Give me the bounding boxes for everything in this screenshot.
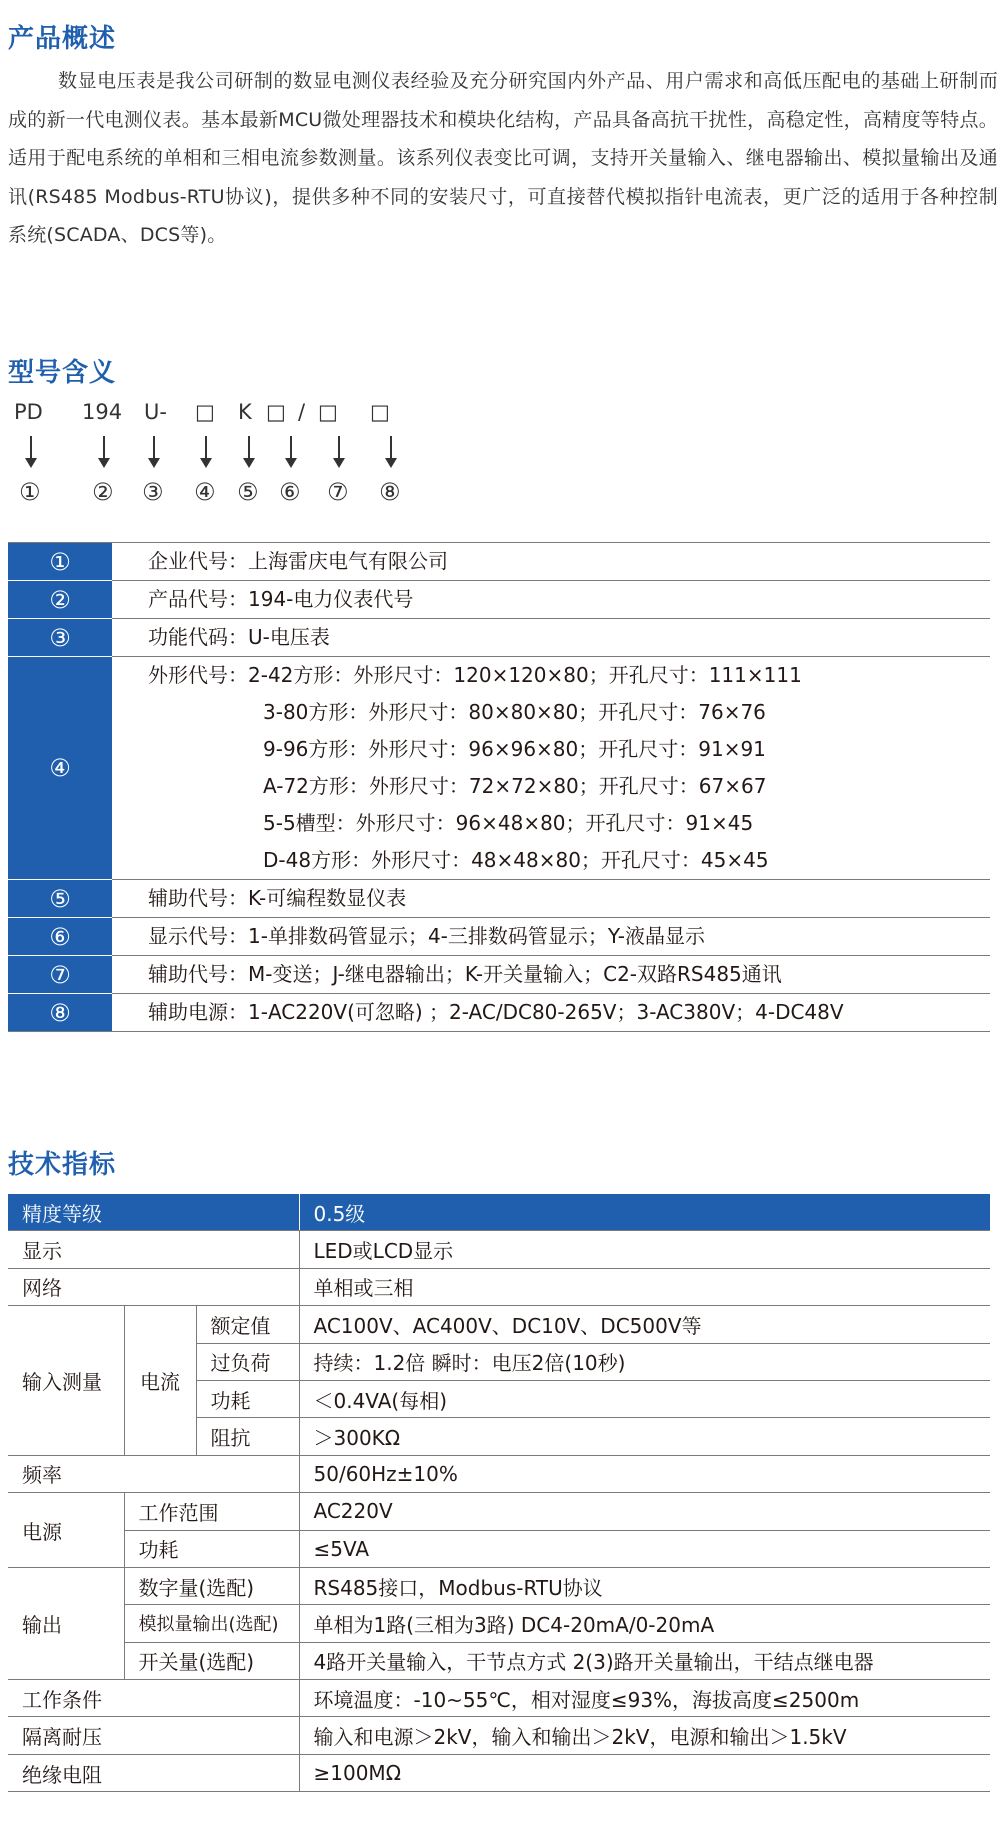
arrow-1 [30,436,32,466]
spec-table [8,1194,990,1792]
model-numbers [0,478,420,508]
spec-label: 隔离耐压 [8,1717,299,1754]
model-line: 企业代号：上海雷庆电气有限公司 [148,549,448,573]
spec-label: 输入测量 [8,1306,124,1456]
table-row [8,1642,990,1679]
code-part-u: U- [144,400,167,424]
model-title: 型号含义 [8,358,117,388]
model-num-4: ④ [8,657,112,880]
spec-item: 数字量(选配) [124,1567,299,1604]
code-num-6: ⑥ [279,478,301,506]
table-row [8,918,990,956]
arrow-8 [390,436,392,466]
model-desc-7 [112,956,990,994]
table-row [8,994,990,1032]
spec-value: AC100V、AC400V、DC10V、DC500V等 [299,1306,990,1343]
model-desc-3 [112,619,990,657]
model-num-2: ② [8,581,112,619]
model-line: 产品代号：194-电力仪表代号 [148,587,414,611]
specs-title: 技术指标 [8,1150,117,1180]
model-line: 功能代码：U-电压表 [148,625,330,649]
spec-value: LED或LCD显示 [299,1231,990,1268]
table-row [8,1455,990,1492]
spec-value: ＞300KΩ [299,1418,990,1455]
table-row [8,1493,990,1530]
arrow-6 [290,436,292,466]
spec-item: 功耗 [196,1380,299,1417]
table-row [8,956,990,994]
code-part-slash: / [298,400,306,424]
code-part-box-7: □ [318,400,338,424]
model-desc-6 [112,918,990,956]
spec-label: 精度等级 [8,1194,299,1231]
spec-label: 工作条件 [8,1680,299,1717]
spec-value: 4路开关量输入，干节点方式 2(3)路开关量输出，干结点继电器 [299,1642,990,1679]
arrow-2 [103,436,105,466]
code-num-7: ⑦ [327,478,349,506]
spec-label: 电源 [8,1493,124,1568]
model-desc-8 [112,994,990,1032]
code-part-k: K [238,400,252,424]
code-part-box-8: □ [370,400,390,424]
arrow-7 [338,436,340,466]
spec-item: 开关量(选配) [124,1642,299,1679]
table-row [8,619,990,657]
model-num-7: ⑦ [8,956,112,994]
code-part-194: 194 [82,400,123,424]
table-row [8,1605,990,1642]
table-row [8,880,990,918]
model-table [8,542,990,1032]
spec-label: 输出 [8,1567,124,1679]
arrow-3 [153,436,155,466]
model-desc-5 [112,880,990,918]
table-row [8,1194,990,1231]
spec-item: 过负荷 [196,1343,299,1380]
overview-text: 数显电压表是我公司研制的数显电测仪表经验及充分研究国内外产品、用户需求和高低压配电的基础上研制而成的新一代电测仪表。基本最新MCU微处理器技术和模块化结构，产品具备高抗干扰性，高稳定性，高精度等特点。适用于配电系统的单相和三相电流参数测量。该系列仪表变比可调，支持开关量输入、继电器输出、模拟量输出及通讯(RS485 Modbus-RTU协议)，提供多种不同的安装尺寸，可直接替代模拟指针电流表，更广泛的适用于各种控制系统(SCADA、DCS等)。 [8,70,998,246]
spec-label: 显示 [8,1231,299,1268]
spec-value: AC220V [299,1493,990,1530]
code-part-box-4: □ [195,400,215,424]
model-line: 9-96方形：外形尺寸：96×96×80；开孔尺寸：91×91 [263,737,766,761]
spec-item: 工作范围 [124,1493,299,1530]
table-row [8,1567,990,1604]
spec-label: 绝缘电阻 [8,1754,299,1791]
spec-sublabel: 电流 [124,1306,196,1456]
model-desc-2 [112,581,990,619]
table-row [8,657,990,880]
overview-title: 产品概述 [8,24,117,54]
model-line: 辅助代号：M-变送；J-继电器输出；K-开关量输入；C2-双路RS485通讯 [148,962,782,986]
code-part-box-6: □ [266,400,286,424]
spec-item: 功耗 [124,1530,299,1567]
table-row [8,1231,990,1268]
spec-value: RS485接口，Modbus-RTU协议 [299,1567,990,1604]
model-line: 辅助电源：1-AC220V(可忽略) ；2-AC/DC80-265V；3-AC380V；4-DC48V [148,1000,844,1024]
model-line: A-72方形：外形尺寸：72×72×80；开孔尺寸：67×67 [263,774,767,798]
spec-value: ≥100MΩ [299,1754,990,1791]
model-line: 外形代号：2-42方形：外形尺寸：120×120×80；开孔尺寸：111×111 [148,663,802,687]
model-code [0,400,420,430]
model-line: 辅助代号：K-可编程数显仪表 [148,886,407,910]
table-row [8,1717,990,1754]
spec-item: 阻抗 [196,1418,299,1455]
model-desc-1 [112,543,990,581]
spec-value: 50/60Hz±10% [299,1455,990,1492]
model-num-6: ⑥ [8,918,112,956]
table-row [8,1268,990,1305]
model-line: 3-80方形：外形尺寸：80×80×80；开孔尺寸：76×76 [263,700,766,724]
spec-value: 0.5级 [299,1194,990,1231]
model-line: D-48方形：外形尺寸：48×48×80；开孔尺寸：45×45 [263,848,769,872]
table-row [8,1306,990,1343]
code-part-pd: PD [14,400,43,424]
code-num-3: ③ [142,478,164,506]
code-num-4: ④ [194,478,216,506]
code-num-1: ① [19,478,41,506]
spec-label: 频率 [8,1455,299,1492]
model-num-1: ① [8,543,112,581]
spec-value: ＜0.4VA(每相) [299,1380,990,1417]
model-line: 5-5槽型：外形尺寸：96×48×80；开孔尺寸：91×45 [263,811,754,835]
table-row [8,1530,990,1567]
code-num-5: ⑤ [237,478,259,506]
model-num-5: ⑤ [8,880,112,918]
spec-item: 额定值 [196,1306,299,1343]
spec-value: ≤5VA [299,1530,990,1567]
table-row [8,1680,990,1717]
model-num-8: ⑧ [8,994,112,1032]
table-row [8,543,990,581]
spec-value: 输入和电源＞2kV，输入和输出＞2kV，电源和输出＞1.5kV [299,1717,990,1754]
spec-value: 单相为1路(三相为3路) DC4-20mA/0-20mA [299,1605,990,1642]
spec-value: 持续：1.2倍 瞬时：电压2倍(10秒) [299,1343,990,1380]
arrow-4 [205,436,207,466]
table-row [8,581,990,619]
spec-label: 网络 [8,1268,299,1305]
model-line: 显示代号：1-单排数码管显示；4-三排数码管显示；Y-液晶显示 [148,924,705,948]
table-row [8,1754,990,1791]
model-num-3: ③ [8,619,112,657]
model-desc-4 [112,657,990,880]
arrow-5 [248,436,250,466]
spec-value: 单相或三相 [299,1268,990,1305]
spec-item: 模拟量输出(选配) [124,1605,299,1642]
spec-value: 环境温度：-10~55℃，相对湿度≤93%，海拔高度≤2500m [299,1680,990,1717]
code-num-2: ② [92,478,114,506]
code-num-8: ⑧ [379,478,401,506]
